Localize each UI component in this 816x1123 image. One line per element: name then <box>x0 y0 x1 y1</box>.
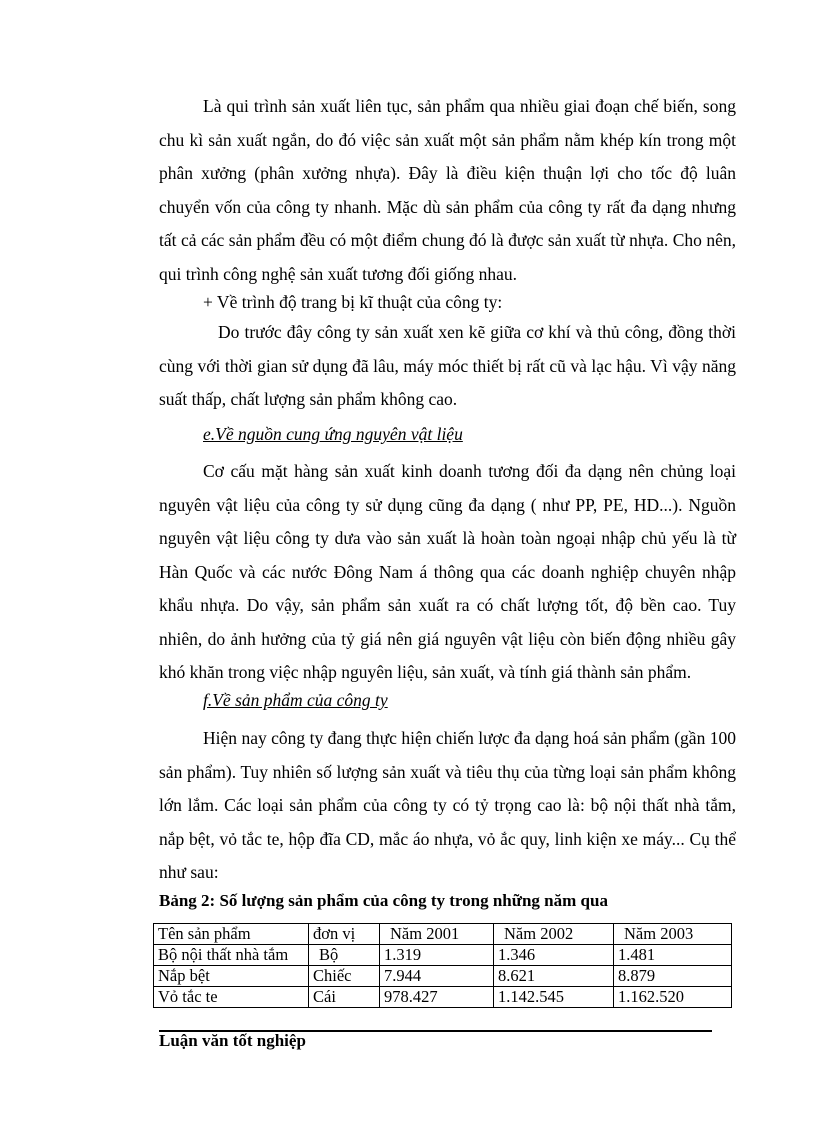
paragraph-tech-equipment: Do trước đây công ty sản xuất xen kẽ giữa cơ khí và thủ công, đồng thời cùng với thời gian sử dụng đã lâu, máy móc thiết bị rất cũ và lạc hậu. Vì vậy năng suất thấp, chất lượng sản phẩm không cao. <box>159 322 736 409</box>
footer-title: Luận văn tốt nghiệp <box>159 1031 306 1050</box>
cell-product-name: Bộ nội thất nhà tắm <box>154 945 309 966</box>
header-year-2002: Năm 2002 <box>494 924 614 945</box>
paragraph-materials: Cơ cấu mặt hàng sản xuất kinh doanh tương đối đa dạng nên chủng loại nguyên vật liệu của công ty sử dụng cũng đa dạng ( như PP, PE, HD...). Nguồn nguyên vật liệu công ty dưa vào sản xuất là hoàn toàn ngoại nhập chủ yếu là từ Hàn Quốc và các nước Đông Nam á thông qua các doanh nghiệp chuyên nhập khẩu nhựa. Do vậy, sản phẩm sản xuất ra có chất lượng tốt, độ bền cao. Tuy nhiên, do ảnh hưởng của tỷ giá nên giá nguyên vật liệu còn biến động nhiều gây khó khăn trong việc nhập nguyên liệu, sản xuất, và tính giá thành sản phẩm. <box>159 461 736 682</box>
cell-year-2003: 1.481 <box>614 945 732 966</box>
product-quantity-table <box>153 923 732 1008</box>
cell-unit: Chiếc <box>309 966 380 987</box>
table-row <box>154 945 732 966</box>
paragraph-products: Hiện nay công ty đang thực hiện chiến lược đa dạng hoá sản phẩm (gần 100 sản phẩm). Tuy nhiên số lượng sản xuất và tiêu thụ của từng loại sản phẩm không lớn lắm. Các loại sản phẩm của công ty có tỷ trọng cao là: bộ nội thất nhà tắm, nắp bệt, vỏ tắc te, hộp đĩa CD, mắc áo nhựa, vỏ ắc quy, linh kiện xe máy... Cụ thể như sau: <box>159 728 736 882</box>
header-year-2003: Năm 2003 <box>614 924 732 945</box>
cell-year-2002: 1.346 <box>494 945 614 966</box>
cell-year-2001: 978.427 <box>380 987 494 1008</box>
table-row <box>154 987 732 1008</box>
header-unit: đơn vị <box>309 924 380 945</box>
cell-year-2002: 8.621 <box>494 966 614 987</box>
header-year-2001: Năm 2001 <box>380 924 494 945</box>
cell-year-2001: 1.319 <box>380 945 494 966</box>
table-row <box>154 966 732 987</box>
tech-equipment-title: + Về trình độ trang bị kĩ thuật của công ty: <box>203 292 503 312</box>
header-product-name: Tên sản phẩm <box>154 924 309 945</box>
cell-year-2002: 1.142.545 <box>494 987 614 1008</box>
cell-year-2003: 1.162.520 <box>614 987 732 1008</box>
cell-year-2003: 8.879 <box>614 966 732 987</box>
table-caption: Bảng 2: Số lượng sản phẩm của công ty trong những năm qua <box>159 891 608 910</box>
cell-unit: Bộ <box>309 945 380 966</box>
cell-year-2001: 7.944 <box>380 966 494 987</box>
cell-product-name: Vỏ tắc te <box>154 987 309 1008</box>
cell-product-name: Nắp bệt <box>154 966 309 987</box>
table-header-row <box>154 924 732 945</box>
paragraph-production-process: Là qui trình sản xuất liên tục, sản phẩm qua nhiều giai đoạn chế biến, song chu kì sản xuất ngắn, do đó việc sản xuất một sản phẩm nằm khép kín trong một phân xưởng (phân xưởng nhựa). Đây là điều kiện thuận lợi cho tốc độ luân chuyển vốn của công ty nhanh. Mặc dù sản phẩm của công ty rất đa dạng nhưng tất cả các sản phẩm đều có một điểm chung đó là được sản xuất từ nhựa. Cho nên, qui trình công nghệ sản xuất tương đối giống nhau. <box>159 96 736 284</box>
cell-unit: Cái <box>309 987 380 1008</box>
section-heading-materials: e.Về nguồn cung ứng nguyên vật liệu <box>203 424 463 444</box>
section-heading-products: f.Về sản phẩm của công ty <box>203 690 388 710</box>
